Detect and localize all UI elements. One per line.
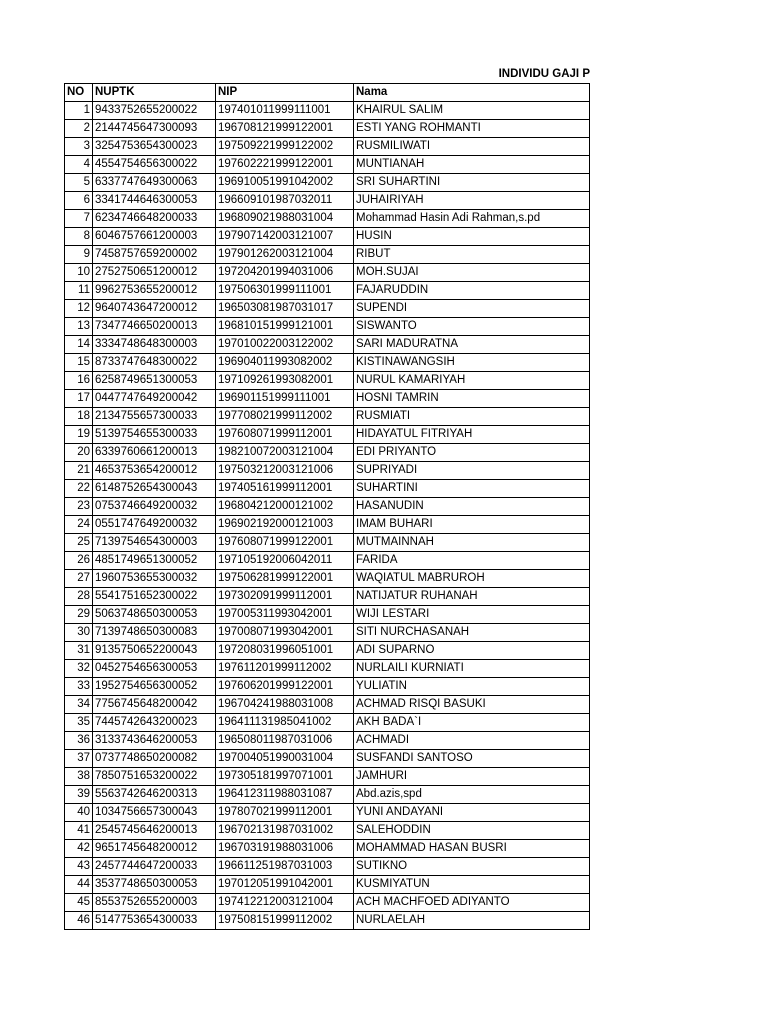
cell-nama: NATIJATUR RUHANAH bbox=[354, 588, 590, 606]
cell-nuptk: 0551747649200032 bbox=[93, 516, 216, 534]
cell-no: 25 bbox=[65, 534, 93, 552]
cell-nip: 197305181997071001 bbox=[216, 768, 354, 786]
cell-nip: 197907142003121007 bbox=[216, 228, 354, 246]
cell-nama: MOH.SUJAI bbox=[354, 264, 590, 282]
cell-nip: 197509221999122002 bbox=[216, 138, 354, 156]
table-row bbox=[65, 642, 590, 660]
cell-no: 4 bbox=[65, 156, 93, 174]
cell-nama: NURUL KAMARIYAH bbox=[354, 372, 590, 390]
cell-nama: Abd.azis,spd bbox=[354, 786, 590, 804]
table-row bbox=[65, 534, 590, 552]
cell-nuptk: 6258749651300053 bbox=[93, 372, 216, 390]
cell-nuptk: 6234746648200033 bbox=[93, 210, 216, 228]
cell-nip: 196902192000121003 bbox=[216, 516, 354, 534]
cell-nama: JAMHURI bbox=[354, 768, 590, 786]
cell-nuptk: 0447747649200042 bbox=[93, 390, 216, 408]
cell-no: 21 bbox=[65, 462, 93, 480]
cell-nuptk: 3341744646300053 bbox=[93, 192, 216, 210]
table-row bbox=[65, 336, 590, 354]
table-row bbox=[65, 354, 590, 372]
cell-nip: 197508151999112002 bbox=[216, 912, 354, 930]
cell-nip: 197008071993042001 bbox=[216, 624, 354, 642]
cell-nip: 197005311993042001 bbox=[216, 606, 354, 624]
cell-no: 14 bbox=[65, 336, 93, 354]
cell-no: 41 bbox=[65, 822, 93, 840]
table-row bbox=[65, 480, 590, 498]
table-row bbox=[65, 858, 590, 876]
cell-nip: 197503212003121006 bbox=[216, 462, 354, 480]
cell-nuptk: 9962753655200012 bbox=[93, 282, 216, 300]
cell-nuptk: 0452754656300053 bbox=[93, 660, 216, 678]
cell-nama: SITI NURCHASANAH bbox=[354, 624, 590, 642]
table-row bbox=[65, 696, 590, 714]
cell-nama: MOHAMMAD HASAN BUSRI bbox=[354, 840, 590, 858]
cell-nip: 197105192006042011 bbox=[216, 552, 354, 570]
employee-table bbox=[64, 83, 590, 930]
table-row bbox=[65, 390, 590, 408]
table-row bbox=[65, 912, 590, 930]
cell-no: 6 bbox=[65, 192, 93, 210]
table-row bbox=[65, 408, 590, 426]
cell-nip: 197208031996051001 bbox=[216, 642, 354, 660]
cell-nama: HIDAYATUL FITRIYAH bbox=[354, 426, 590, 444]
cell-nip: 198210072003121004 bbox=[216, 444, 354, 462]
cell-no: 29 bbox=[65, 606, 93, 624]
cell-no: 18 bbox=[65, 408, 93, 426]
cell-nuptk: 9135750652200043 bbox=[93, 642, 216, 660]
cell-nuptk: 3334748648300003 bbox=[93, 336, 216, 354]
cell-nuptk: 7139754654300003 bbox=[93, 534, 216, 552]
cell-nama: AKH BADA`I bbox=[354, 714, 590, 732]
cell-nuptk: 7139748650300083 bbox=[93, 624, 216, 642]
cell-nuptk: 3537748650300053 bbox=[93, 876, 216, 894]
cell-nuptk: 3254753654300023 bbox=[93, 138, 216, 156]
cell-no: 16 bbox=[65, 372, 93, 390]
cell-nuptk: 5147753654300033 bbox=[93, 912, 216, 930]
cell-nama: YULIATIN bbox=[354, 678, 590, 696]
cell-no: 7 bbox=[65, 210, 93, 228]
cell-nama: HUSIN bbox=[354, 228, 590, 246]
cell-nuptk: 5063748650300053 bbox=[93, 606, 216, 624]
sheet-title: INDIVIDU GAJI P bbox=[498, 68, 590, 80]
cell-nuptk: 4554754656300022 bbox=[93, 156, 216, 174]
cell-nip: 197602221999122001 bbox=[216, 156, 354, 174]
cell-nama: RIBUT bbox=[354, 246, 590, 264]
cell-no: 13 bbox=[65, 318, 93, 336]
cell-no: 38 bbox=[65, 768, 93, 786]
table-row bbox=[65, 282, 590, 300]
table-row bbox=[65, 210, 590, 228]
cell-nip: 197807021999112001 bbox=[216, 804, 354, 822]
table-row bbox=[65, 246, 590, 264]
cell-no: 19 bbox=[65, 426, 93, 444]
cell-nip: 196809021988031004 bbox=[216, 210, 354, 228]
cell-nama: WAQIATUL MABRUROH bbox=[354, 570, 590, 588]
cell-no: 12 bbox=[65, 300, 93, 318]
cell-nama: KUSMIYATUN bbox=[354, 876, 590, 894]
table-row bbox=[65, 840, 590, 858]
cell-no: 5 bbox=[65, 174, 93, 192]
cell-no: 20 bbox=[65, 444, 93, 462]
cell-nama: NURLAELAH bbox=[354, 912, 590, 930]
cell-nuptk: 2457744647200033 bbox=[93, 858, 216, 876]
cell-nip: 196804212000121002 bbox=[216, 498, 354, 516]
table-row bbox=[65, 588, 590, 606]
cell-nama: MUTMAINNAH bbox=[354, 534, 590, 552]
cell-nuptk: 2752750651200012 bbox=[93, 264, 216, 282]
cell-nama: JUHAIRIYAH bbox=[354, 192, 590, 210]
table-row bbox=[65, 714, 590, 732]
table-row bbox=[65, 444, 590, 462]
cell-nip: 196412311988031087 bbox=[216, 786, 354, 804]
cell-nip: 196611251987031003 bbox=[216, 858, 354, 876]
cell-nuptk: 4653753654200012 bbox=[93, 462, 216, 480]
cell-nuptk: 7756745648200042 bbox=[93, 696, 216, 714]
table-row bbox=[65, 822, 590, 840]
cell-nuptk: 2545745646200013 bbox=[93, 822, 216, 840]
cell-nuptk: 5541751652300022 bbox=[93, 588, 216, 606]
cell-nama: SUSFANDI SANTOSO bbox=[354, 750, 590, 768]
cell-nama: SUHARTINI bbox=[354, 480, 590, 498]
cell-nip: 196904011993082002 bbox=[216, 354, 354, 372]
cell-nip: 197012051991042001 bbox=[216, 876, 354, 894]
table-row bbox=[65, 300, 590, 318]
cell-nuptk: 0753746649200032 bbox=[93, 498, 216, 516]
cell-nip: 197608071999112001 bbox=[216, 426, 354, 444]
header-nip: NIP bbox=[216, 84, 354, 102]
cell-nip: 197506281999122001 bbox=[216, 570, 354, 588]
cell-nama: SRI SUHARTINI bbox=[354, 174, 590, 192]
table-row bbox=[65, 786, 590, 804]
cell-nama: WIJI LESTARI bbox=[354, 606, 590, 624]
table-row bbox=[65, 516, 590, 534]
cell-nip: 197708021999112002 bbox=[216, 408, 354, 426]
cell-nip: 197611201999112002 bbox=[216, 660, 354, 678]
table-row bbox=[65, 804, 590, 822]
table-row bbox=[65, 624, 590, 642]
cell-no: 45 bbox=[65, 894, 93, 912]
cell-no: 42 bbox=[65, 840, 93, 858]
cell-no: 11 bbox=[65, 282, 93, 300]
cell-nip: 197401011999111001 bbox=[216, 102, 354, 120]
cell-nip: 196411131985041002 bbox=[216, 714, 354, 732]
cell-nip: 197010022003122002 bbox=[216, 336, 354, 354]
table-row bbox=[65, 660, 590, 678]
table-row bbox=[65, 102, 590, 120]
cell-nuptk: 8733747648300022 bbox=[93, 354, 216, 372]
table-row bbox=[65, 120, 590, 138]
cell-nip: 197004051990031004 bbox=[216, 750, 354, 768]
cell-no: 9 bbox=[65, 246, 93, 264]
cell-no: 40 bbox=[65, 804, 93, 822]
cell-no: 26 bbox=[65, 552, 93, 570]
cell-nuptk: 2134755657300033 bbox=[93, 408, 216, 426]
cell-no: 27 bbox=[65, 570, 93, 588]
cell-nip: 196708121999122001 bbox=[216, 120, 354, 138]
cell-nip: 196503081987031017 bbox=[216, 300, 354, 318]
cell-nama: EDI PRIYANTO bbox=[354, 444, 590, 462]
cell-nuptk: 9433752655200022 bbox=[93, 102, 216, 120]
cell-nuptk: 1952754656300052 bbox=[93, 678, 216, 696]
cell-nama: SALEHODDIN bbox=[354, 822, 590, 840]
table-row bbox=[65, 750, 590, 768]
cell-no: 46 bbox=[65, 912, 93, 930]
cell-no: 15 bbox=[65, 354, 93, 372]
table-row bbox=[65, 174, 590, 192]
cell-no: 10 bbox=[65, 264, 93, 282]
cell-nuptk: 1034756657300043 bbox=[93, 804, 216, 822]
cell-no: 1 bbox=[65, 102, 93, 120]
cell-nip: 196901151999111001 bbox=[216, 390, 354, 408]
cell-nip: 196508011987031006 bbox=[216, 732, 354, 750]
cell-no: 32 bbox=[65, 660, 93, 678]
cell-nuptk: 5563742646200313 bbox=[93, 786, 216, 804]
cell-nuptk: 3133743646200053 bbox=[93, 732, 216, 750]
cell-no: 39 bbox=[65, 786, 93, 804]
table-row bbox=[65, 192, 590, 210]
cell-nip: 196609101987032011 bbox=[216, 192, 354, 210]
cell-nama: ACHMAD RISQI BASUKI bbox=[354, 696, 590, 714]
cell-nip: 197109261993082001 bbox=[216, 372, 354, 390]
cell-nama: HASANUDIN bbox=[354, 498, 590, 516]
cell-nama: RUSMILIWATI bbox=[354, 138, 590, 156]
cell-nuptk: 0737748650200082 bbox=[93, 750, 216, 768]
cell-no: 37 bbox=[65, 750, 93, 768]
cell-nama: RUSMIATI bbox=[354, 408, 590, 426]
cell-no: 24 bbox=[65, 516, 93, 534]
cell-nama: ESTI YANG ROHMANTI bbox=[354, 120, 590, 138]
cell-no: 31 bbox=[65, 642, 93, 660]
cell-no: 34 bbox=[65, 696, 93, 714]
cell-no: 22 bbox=[65, 480, 93, 498]
cell-nuptk: 6046757661200003 bbox=[93, 228, 216, 246]
table-row bbox=[65, 678, 590, 696]
cell-nama: KISTINAWANGSIH bbox=[354, 354, 590, 372]
table-row bbox=[65, 372, 590, 390]
table-row bbox=[65, 894, 590, 912]
cell-nama: NURLAILI KURNIATI bbox=[354, 660, 590, 678]
cell-nuptk: 6339760661200013 bbox=[93, 444, 216, 462]
cell-nama: Mohammad Hasin Adi Rahman,s.pd bbox=[354, 210, 590, 228]
table-row bbox=[65, 228, 590, 246]
cell-nama: ACHMADI bbox=[354, 732, 590, 750]
cell-nuptk: 7347746650200013 bbox=[93, 318, 216, 336]
table-row bbox=[65, 552, 590, 570]
cell-no: 8 bbox=[65, 228, 93, 246]
cell-nama: SISWANTO bbox=[354, 318, 590, 336]
cell-nip: 196704241988031008 bbox=[216, 696, 354, 714]
cell-nama: ADI SUPARNO bbox=[354, 642, 590, 660]
cell-nip: 196810151999121001 bbox=[216, 318, 354, 336]
cell-nuptk: 7445742643200023 bbox=[93, 714, 216, 732]
cell-no: 2 bbox=[65, 120, 93, 138]
table-row bbox=[65, 462, 590, 480]
cell-no: 35 bbox=[65, 714, 93, 732]
cell-no: 33 bbox=[65, 678, 93, 696]
table-row bbox=[65, 318, 590, 336]
cell-nip: 197606201999122001 bbox=[216, 678, 354, 696]
cell-nama: KHAIRUL SALIM bbox=[354, 102, 590, 120]
cell-nip: 196703191988031006 bbox=[216, 840, 354, 858]
table-row bbox=[65, 138, 590, 156]
cell-nip: 197608071999122001 bbox=[216, 534, 354, 552]
cell-nip: 197405161999112001 bbox=[216, 480, 354, 498]
cell-nuptk: 2144745647300093 bbox=[93, 120, 216, 138]
cell-nip: 197302091999112001 bbox=[216, 588, 354, 606]
table-row bbox=[65, 768, 590, 786]
header-no: NO bbox=[65, 84, 93, 102]
cell-nuptk: 7850751653200022 bbox=[93, 768, 216, 786]
cell-nuptk: 9640743647200012 bbox=[93, 300, 216, 318]
header-nuptk: NUPTK bbox=[93, 84, 216, 102]
cell-no: 30 bbox=[65, 624, 93, 642]
cell-no: 44 bbox=[65, 876, 93, 894]
cell-nama: FAJARUDDIN bbox=[354, 282, 590, 300]
cell-no: 3 bbox=[65, 138, 93, 156]
cell-nuptk: 1960753655300032 bbox=[93, 570, 216, 588]
cell-nuptk: 6337747649300063 bbox=[93, 174, 216, 192]
cell-nuptk: 5139754655300033 bbox=[93, 426, 216, 444]
table-row bbox=[65, 156, 590, 174]
table-row bbox=[65, 876, 590, 894]
cell-nama: MUNTIANAH bbox=[354, 156, 590, 174]
cell-nip: 196702131987031002 bbox=[216, 822, 354, 840]
cell-nuptk: 9651745648200012 bbox=[93, 840, 216, 858]
cell-no: 36 bbox=[65, 732, 93, 750]
cell-nama: SARI MADURATNA bbox=[354, 336, 590, 354]
cell-no: 28 bbox=[65, 588, 93, 606]
cell-no: 23 bbox=[65, 498, 93, 516]
cell-nuptk: 6148752654300043 bbox=[93, 480, 216, 498]
cell-no: 43 bbox=[65, 858, 93, 876]
cell-nip: 197901262003121004 bbox=[216, 246, 354, 264]
cell-no: 17 bbox=[65, 390, 93, 408]
table-row bbox=[65, 570, 590, 588]
cell-nama: SUTIKNO bbox=[354, 858, 590, 876]
table-row bbox=[65, 732, 590, 750]
cell-nuptk: 8553752655200003 bbox=[93, 894, 216, 912]
cell-nuptk: 4851749651300052 bbox=[93, 552, 216, 570]
cell-nuptk: 7458757659200002 bbox=[93, 246, 216, 264]
cell-nama: IMAM BUHARI bbox=[354, 516, 590, 534]
cell-nama: FARIDA bbox=[354, 552, 590, 570]
cell-nip: 197412212003121004 bbox=[216, 894, 354, 912]
table-row bbox=[65, 498, 590, 516]
table-row bbox=[65, 426, 590, 444]
cell-nip: 197506301999111001 bbox=[216, 282, 354, 300]
table-row bbox=[65, 264, 590, 282]
cell-nama: SUPRIYADI bbox=[354, 462, 590, 480]
header-row bbox=[65, 84, 590, 102]
cell-nama: YUNI ANDAYANI bbox=[354, 804, 590, 822]
cell-nama: ACH MACHFOED ADIYANTO bbox=[354, 894, 590, 912]
header-nama: Nama bbox=[354, 84, 590, 102]
cell-nip: 197204201994031006 bbox=[216, 264, 354, 282]
cell-nama: SUPENDI bbox=[354, 300, 590, 318]
cell-nip: 196910051991042002 bbox=[216, 174, 354, 192]
cell-nama: HOSNI TAMRIN bbox=[354, 390, 590, 408]
table-row bbox=[65, 606, 590, 624]
table-body bbox=[65, 102, 590, 930]
